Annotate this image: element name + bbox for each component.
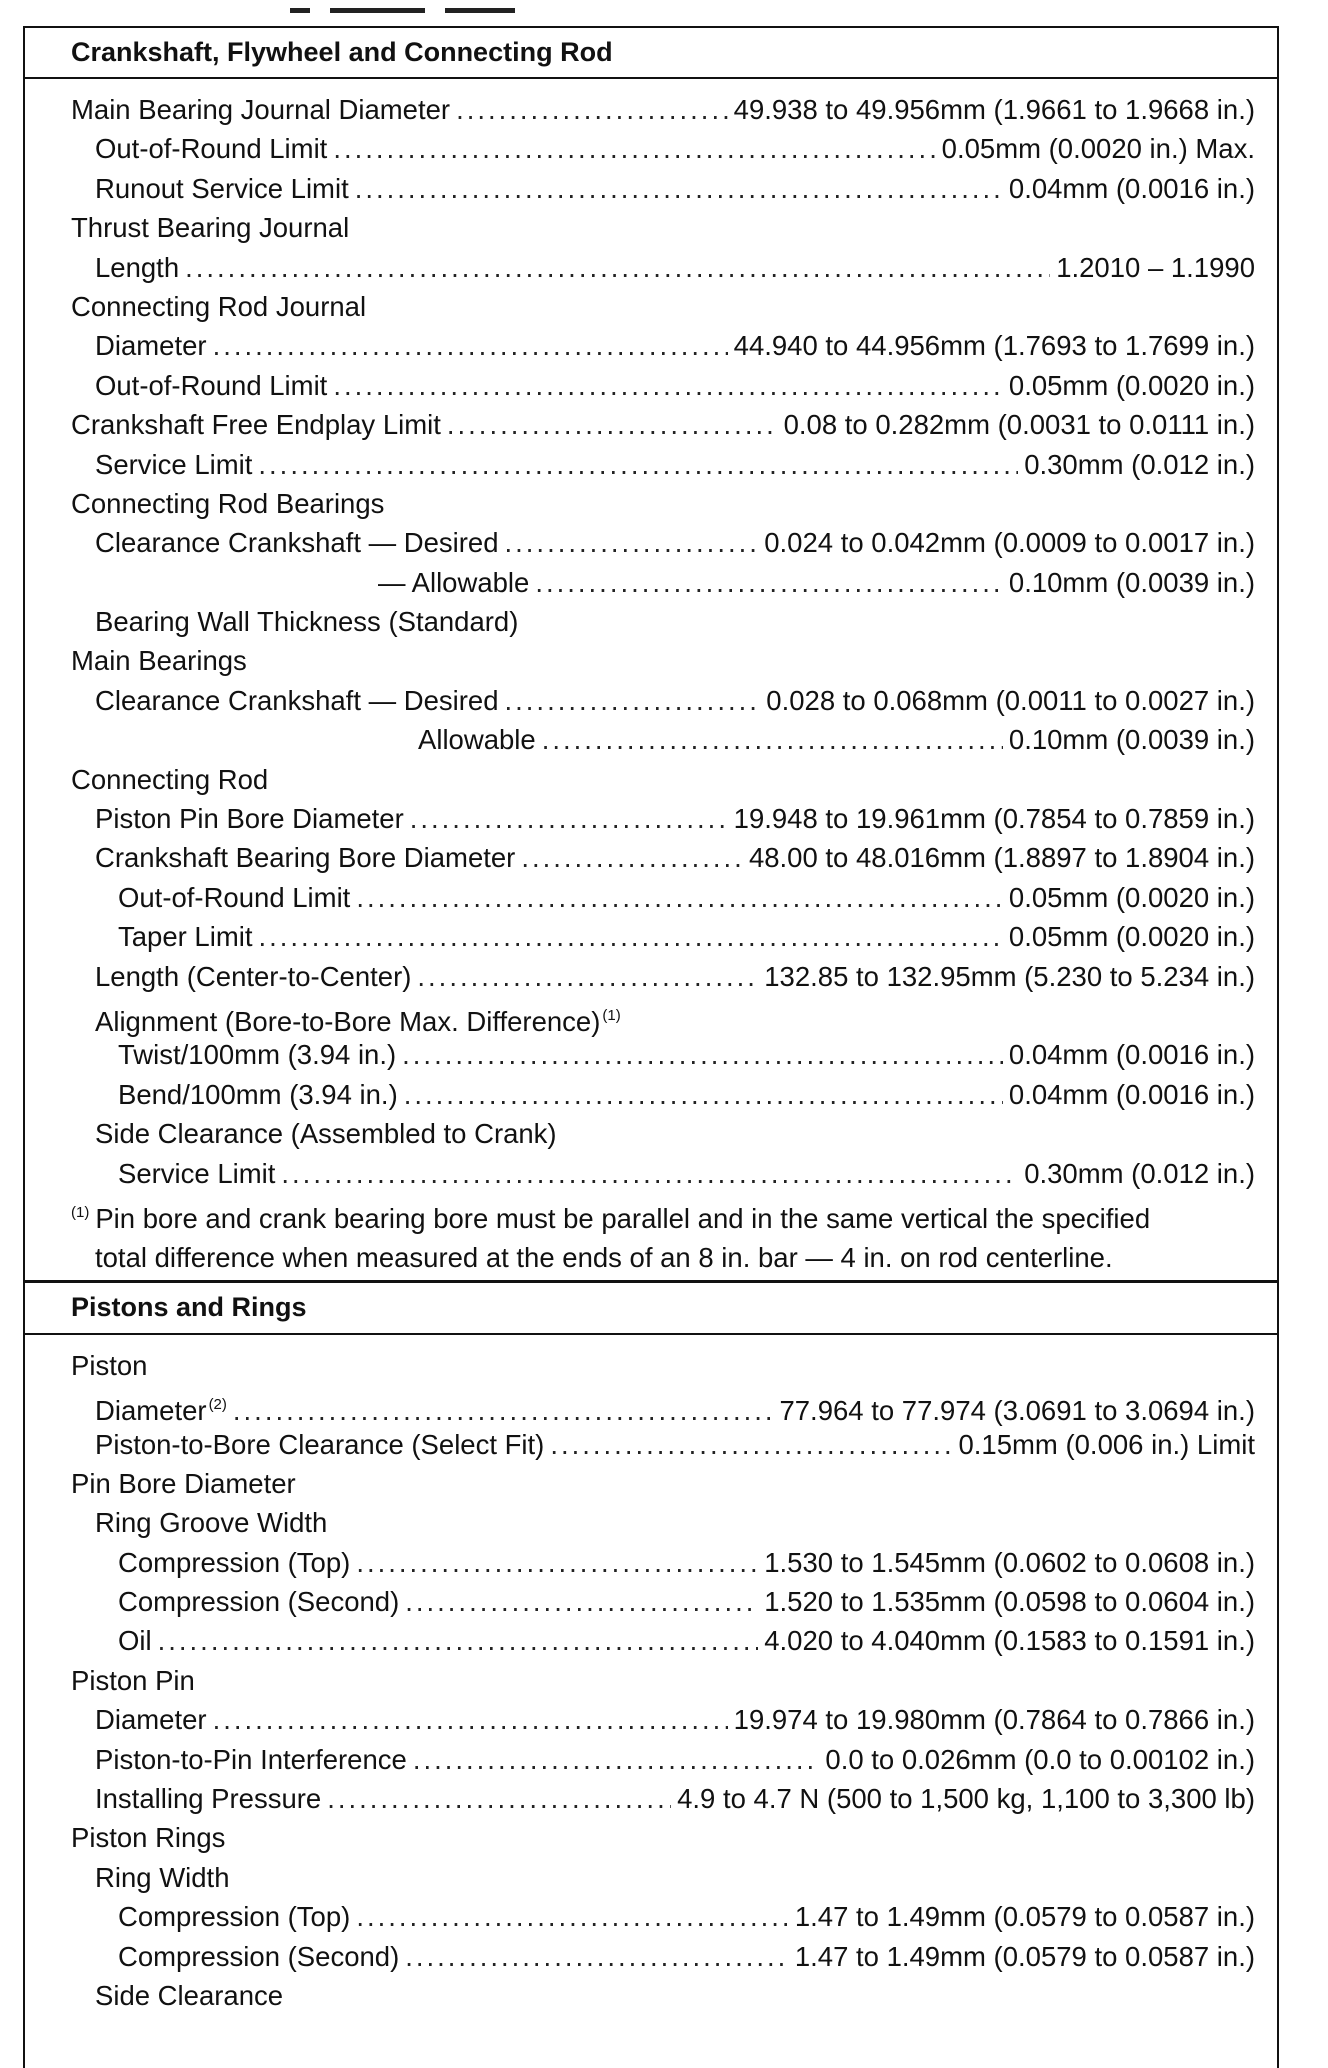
- spec-label: Bend/100mm (3.94 in.): [118, 1078, 398, 1110]
- leader-dots: [158, 1621, 759, 1660]
- leader-dots: [213, 1700, 728, 1739]
- spec-row: [25, 1897, 1277, 1936]
- spec-heading: [25, 1503, 1277, 1542]
- spec-label: Piston Pin Bore Diameter: [95, 803, 404, 835]
- spec-label: Taper Limit: [118, 921, 253, 953]
- spec-label: Connecting Rod Bearings: [71, 487, 385, 519]
- spec-label: Clearance Crankshaft — Desired: [95, 527, 499, 559]
- spec-value: 0.30mm (0.012 in.): [1024, 1157, 1255, 1189]
- spec-value: 0.10mm (0.0039 in.): [1008, 724, 1255, 756]
- spec-heading: [25, 1661, 1277, 1700]
- spec-row: [25, 366, 1277, 405]
- spec-label: Out-of-Round Limit: [118, 881, 351, 913]
- spec-value: 1.47 to 1.49mm (0.0579 to 0.0587 in.): [794, 1940, 1255, 1972]
- spec-label: Piston-to-Pin Interference: [95, 1743, 407, 1775]
- spec-row: [25, 445, 1277, 484]
- spec-row: [25, 90, 1277, 129]
- leader-dots: [404, 1075, 1003, 1114]
- spec-value: 132.85 to 132.95mm (5.230 to 5.234 in.): [764, 960, 1255, 992]
- spec-label: Piston: [71, 1349, 148, 1381]
- spec-row: [25, 1740, 1277, 1779]
- spec-label: Ring Groove Width: [95, 1507, 328, 1539]
- spec-row: [25, 405, 1277, 444]
- spec-row: [25, 1582, 1277, 1621]
- spec-label: Thrust Bearing Journal: [71, 212, 350, 244]
- footnote: [25, 1193, 1277, 1278]
- spec-heading: [25, 1464, 1277, 1503]
- leader-dots: [405, 1937, 789, 1976]
- cropped-header-fragment: [290, 0, 570, 14]
- spec-row: [25, 1543, 1277, 1582]
- spec-value: 0.30mm (0.012 in.): [1024, 448, 1255, 480]
- spec-label: Piston Rings: [71, 1822, 226, 1854]
- spec-heading: [25, 1818, 1277, 1857]
- spec-heading: [25, 1976, 1277, 2015]
- leader-dots: [185, 248, 1050, 287]
- spec-label: Twist/100mm (3.94 in.): [118, 1039, 397, 1071]
- leader-dots: [542, 720, 1003, 759]
- footnote-ref: (1): [602, 1006, 621, 1024]
- leader-dots: [258, 445, 1018, 484]
- spec-row: [25, 838, 1277, 877]
- spec-label: Side Clearance (Assembled to Crank): [95, 1118, 557, 1150]
- spec-row: [25, 169, 1277, 208]
- spec-row: [25, 1385, 1277, 1427]
- spec-row: [25, 720, 1277, 759]
- spec-label: Main Bearings: [71, 645, 247, 677]
- spec-label: Service Limit: [95, 448, 253, 480]
- spec-table: [23, 26, 1279, 2068]
- spec-heading: [25, 208, 1277, 247]
- spec-row: [25, 1937, 1277, 1976]
- leader-dots: [505, 523, 759, 562]
- spec-row: [25, 917, 1277, 956]
- leader-dots: [281, 1154, 1018, 1193]
- spec-heading: [25, 602, 1277, 641]
- leader-dots: [333, 366, 1003, 405]
- spec-label: — Allowable: [378, 566, 530, 598]
- spec-label: Crankshaft Free Endplay Limit: [71, 409, 441, 441]
- spec-label: Oil: [118, 1625, 152, 1657]
- footnote-marker: (1): [71, 1203, 90, 1221]
- spec-value: 0.10mm (0.0039 in.): [1008, 566, 1255, 598]
- spec-value: 19.948 to 19.961mm (0.7854 to 0.7859 in.): [733, 803, 1255, 835]
- spec-value: 4.9 to 4.7 N (500 to 1,500 kg, 1,100 to 3,300 lb): [677, 1783, 1255, 1815]
- spec-label: Ring Width: [95, 1861, 230, 1893]
- section-body-crankshaft: [25, 79, 1277, 1280]
- spec-heading: [25, 641, 1277, 680]
- spec-row: [25, 1035, 1277, 1074]
- spec-label: Length (Center-to-Center): [95, 960, 412, 992]
- spec-row: [25, 1154, 1277, 1193]
- spec-label: Compression (Second): [118, 1940, 400, 1972]
- spec-label: Bearing Wall Thickness (Standard): [95, 606, 519, 638]
- leader-dots: [356, 1897, 789, 1936]
- spec-row: [25, 799, 1277, 838]
- spec-label: Compression (Top): [118, 1546, 351, 1578]
- leader-dots: [327, 1779, 671, 1818]
- spec-value: 0.15mm (0.006 in.) Limit: [958, 1428, 1255, 1460]
- leader-dots: [356, 1543, 758, 1582]
- spec-label: Compression (Second): [118, 1586, 400, 1618]
- spec-heading: [25, 287, 1277, 326]
- leader-dots: [417, 957, 758, 996]
- spec-row: [25, 1425, 1277, 1464]
- leader-dots: [259, 917, 1003, 956]
- spec-label: Allowable: [418, 724, 536, 756]
- spec-label: Service Limit: [118, 1157, 276, 1189]
- spec-value: 1.530 to 1.545mm (0.0602 to 0.0608 in.): [764, 1546, 1255, 1578]
- spec-label: Side Clearance: [95, 1980, 284, 2011]
- spec-value: 0.04mm (0.0016 in.): [1008, 1039, 1255, 1071]
- spec-value: 0.08 to 0.282mm (0.0031 to 0.0111 in.): [783, 409, 1255, 441]
- spec-label: Length: [95, 251, 180, 283]
- spec-value: 1.47 to 1.49mm (0.0579 to 0.0587 in.): [794, 1901, 1255, 1933]
- leader-dots: [535, 563, 1003, 602]
- leader-dots: [355, 169, 1003, 208]
- spec-value: 4.020 to 4.040mm (0.1583 to 0.1591 in.): [764, 1625, 1255, 1657]
- leader-dots: [410, 799, 728, 838]
- spec-label: Runout Service Limit: [95, 172, 349, 204]
- spec-label: Alignment (Bore-to-Bore Max. Difference) $^{(1)}$: [95, 1005, 621, 1037]
- spec-label: Main Bearing Journal Diameter: [71, 94, 451, 125]
- spec-row: [25, 1700, 1277, 1739]
- spec-label: Piston-to-Bore Clearance (Select Fit): [95, 1428, 545, 1460]
- spec-value: 0.05mm (0.0020 in.): [1008, 881, 1255, 913]
- spec-label: Installing Pressure: [95, 1783, 322, 1815]
- spec-value: 1.520 to 1.535mm (0.0598 to 0.0604 in.): [764, 1586, 1255, 1618]
- leader-dots: [356, 878, 1003, 917]
- spec-label: Crankshaft Bearing Bore Diameter: [95, 842, 516, 874]
- spec-row: [25, 563, 1277, 602]
- spec-label: Piston Pin: [71, 1664, 195, 1696]
- section-title-crankshaft: Crankshaft, Flywheel and Connecting Rod: [25, 28, 1277, 79]
- spec-row: [25, 523, 1277, 562]
- leader-dots: [521, 838, 743, 877]
- footnote-line-2: total difference when measured at the ends of an 8 in. bar — 4 in. on rod centerline.: [95, 1242, 1113, 1274]
- spec-label: Clearance Crankshaft — Desired: [95, 684, 499, 716]
- spec-row: [25, 326, 1277, 365]
- spec-row: [25, 1621, 1277, 1660]
- leader-dots: [413, 1740, 820, 1779]
- spec-row: [25, 681, 1277, 720]
- leader-dots: [213, 326, 728, 365]
- spec-heading: [25, 996, 1277, 1035]
- spec-value: 0.024 to 0.042mm (0.0009 to 0.0017 in.): [764, 527, 1255, 559]
- spec-label: Connecting Rod: [71, 763, 269, 795]
- spec-value: 0.0 to 0.026mm (0.0 to 0.00102 in.): [825, 1743, 1255, 1775]
- section-title-pistons: Pistons and Rings: [25, 1280, 1277, 1335]
- spec-value: 0.05mm (0.0020 in.): [1008, 369, 1255, 401]
- spec-row: [25, 957, 1277, 996]
- spec-value: 48.00 to 48.016mm (1.8897 to 1.8904 in.): [748, 842, 1255, 874]
- spec-label: Out-of-Round Limit: [95, 133, 328, 165]
- spec-value: 44.940 to 44.956mm (1.7693 to 1.7699 in.): [733, 330, 1255, 362]
- spec-heading: [25, 1114, 1277, 1153]
- spec-label: Diameter: [95, 330, 207, 362]
- footnote-ref: (2): [208, 1396, 227, 1414]
- spec-value: 49.938 to 49.956mm (1.9661 to 1.9668 in.): [733, 94, 1255, 125]
- leader-dots: [505, 681, 761, 720]
- footnote-line-1: $^{(1)}$ Pin bore and crank bearing bore must be parallel and in the same vertical the specified: [71, 1202, 1151, 1234]
- spec-value: 1.2010 – 1.1990: [1056, 251, 1255, 283]
- spec-heading: [25, 484, 1277, 523]
- leader-dots: [333, 129, 935, 168]
- spec-label: Pin Bore Diameter: [71, 1467, 296, 1499]
- leader-dots: [447, 405, 778, 444]
- spec-row: [25, 129, 1277, 168]
- spec-heading: [25, 1858, 1277, 1897]
- spec-value: 0.04mm (0.0016 in.): [1008, 172, 1255, 204]
- spec-heading: [25, 760, 1277, 799]
- spec-value: 0.04mm (0.0016 in.): [1008, 1078, 1255, 1110]
- spec-label: Connecting Rod Journal: [71, 290, 367, 322]
- spec-label: Out-of-Round Limit: [95, 369, 328, 401]
- leader-dots: [456, 90, 728, 129]
- spec-row: [25, 1779, 1277, 1818]
- spec-label: Compression (Top): [118, 1901, 351, 1933]
- spec-label: Diameter $^{(2)}$: [95, 1395, 227, 1427]
- spec-heading: [25, 1346, 1277, 1385]
- spec-label: Diameter: [95, 1704, 207, 1736]
- spec-value: 0.028 to 0.068mm (0.0011 to 0.0027 in.): [766, 684, 1255, 716]
- section-body-pistons: [25, 1335, 1277, 2018]
- leader-dots: [550, 1425, 952, 1464]
- spec-value: 0.05mm (0.0020 in.) Max.: [941, 133, 1255, 165]
- spec-row: [25, 1075, 1277, 1114]
- spec-row: [25, 248, 1277, 287]
- spec-row: [25, 878, 1277, 917]
- leader-dots: [405, 1582, 758, 1621]
- spec-value: 0.05mm (0.0020 in.): [1008, 921, 1255, 953]
- spec-value: 77.964 to 77.974 (3.0691 to 3.0694 in.): [779, 1395, 1255, 1427]
- spec-value: 19.974 to 19.980mm (0.7864 to 0.7866 in.): [733, 1704, 1255, 1736]
- leader-dots: [402, 1035, 1003, 1074]
